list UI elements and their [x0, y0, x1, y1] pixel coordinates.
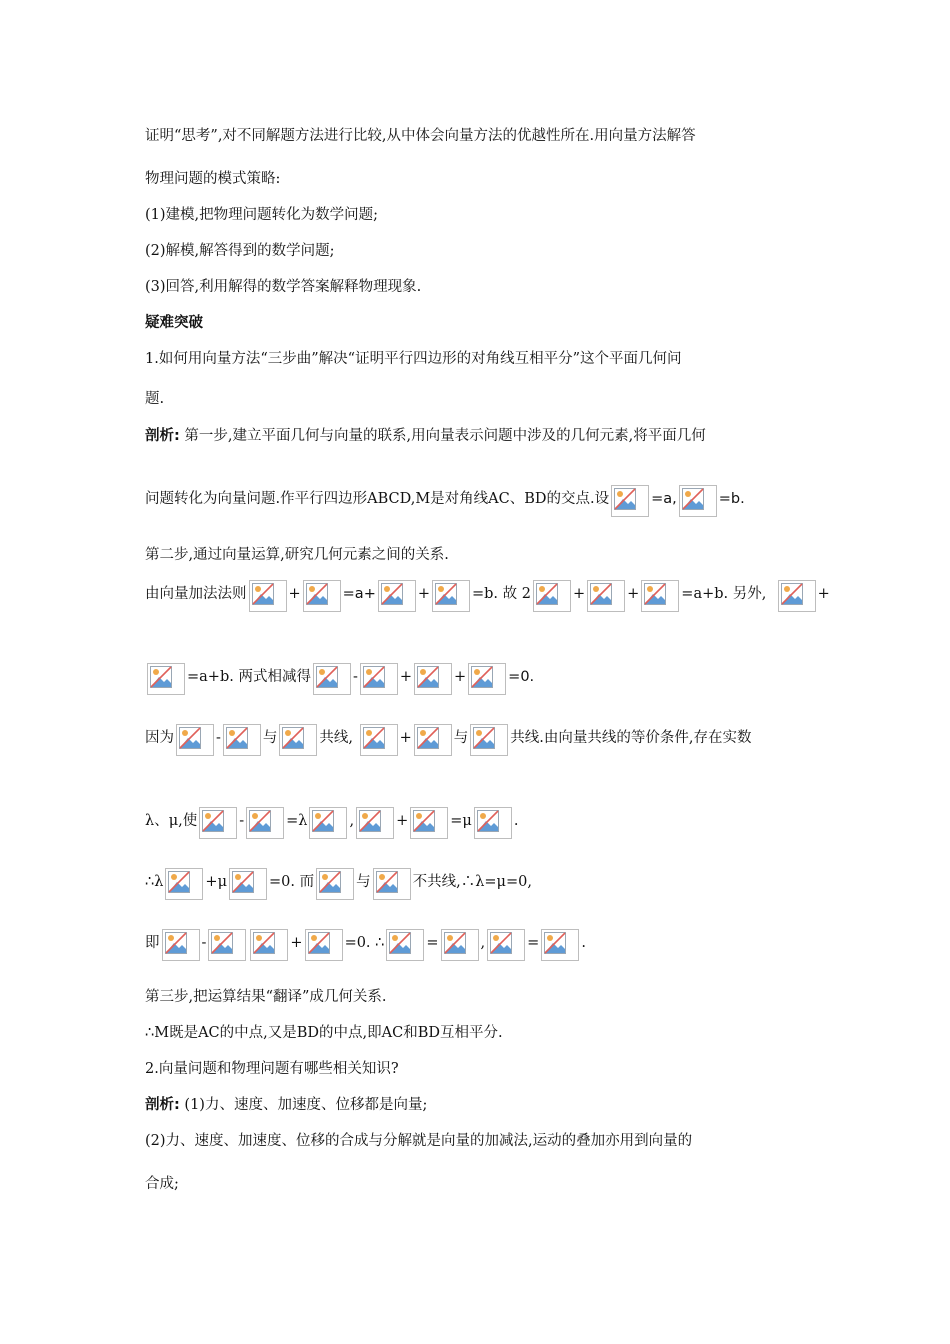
text-run: =a+b. 另外, [681, 586, 767, 602]
equation-line [145, 868, 532, 900]
broken-image-icon [249, 580, 287, 612]
broken-image-icon [165, 868, 203, 900]
text-run: + [290, 935, 303, 951]
broken-image-icon [246, 807, 284, 839]
text-run: = [527, 935, 540, 951]
text-run: - [201, 935, 207, 951]
text-run: 共线.由向量共线的等价条件,存在实数 [510, 730, 752, 746]
text-run: λ、μ,使 [145, 813, 198, 829]
text-run: 与 [262, 730, 278, 746]
broken-image-icon [162, 929, 200, 961]
list-item: (1)建模,把物理问题转化为数学问题; [145, 207, 379, 223]
text-run: 因为 [145, 730, 174, 746]
equation-line [145, 724, 752, 756]
question-1: 1.如何用向量方法“三步曲”解决“证明平行四边形的对角线互相平分”这个平面几何问 [145, 351, 682, 367]
broken-image-icon [176, 724, 214, 756]
analysis-line [145, 1095, 427, 1115]
text-run: - [216, 730, 221, 746]
broken-image-icon [778, 580, 816, 612]
text-run: + [627, 586, 640, 602]
text-run: + [817, 586, 830, 602]
step-2: 第二步,通过向量运算,研究几何元素之间的关系. [145, 547, 449, 563]
broken-image-icon [305, 929, 343, 961]
text-run: - [352, 669, 358, 685]
text-run: =a+ [342, 586, 376, 602]
analysis-label: 剖析: [145, 1097, 180, 1113]
paragraph-line: 证明“思考”,对不同解题方法进行比较,从中体会向量方法的优越性所在.用向量方法解答 [145, 128, 696, 144]
broken-image-icon [679, 485, 717, 517]
broken-image-icon [147, 663, 185, 695]
text-run: , [480, 935, 486, 951]
broken-image-icon [356, 807, 394, 839]
text-run: + [572, 586, 586, 602]
broken-image-icon [441, 929, 479, 961]
broken-image-icon [533, 580, 571, 612]
text-run: . [513, 813, 519, 829]
equation-line [145, 663, 534, 695]
text-run: 共线, [319, 730, 354, 746]
question-1-cont: 题. [145, 391, 165, 407]
broken-image-icon [414, 663, 452, 695]
broken-image-icon [229, 868, 267, 900]
broken-image-icon [360, 663, 398, 695]
step-3: 第三步,把运算结果“翻译”成几何关系. [145, 989, 387, 1005]
broken-image-icon [474, 807, 512, 839]
text-run: =0. 而 [269, 874, 315, 890]
broken-image-icon [223, 724, 261, 756]
broken-image-icon [208, 929, 246, 961]
text-run: , [349, 813, 355, 829]
analysis-line [145, 485, 745, 517]
text-run: = [426, 935, 439, 951]
broken-image-icon [641, 580, 679, 612]
text-run: =λ [286, 813, 308, 829]
text-run: 与 [356, 874, 371, 890]
broken-image-icon [487, 929, 525, 961]
text-run: 问题转化为向量问题.作平行四边形ABCD,M是对角线AC、BD的交点.设 [145, 491, 610, 507]
question-2: 2.向量问题和物理问题有哪些相关知识? [145, 1061, 399, 1077]
broken-image-icon [303, 580, 341, 612]
broken-image-icon [199, 807, 237, 839]
broken-image-icon [250, 929, 288, 961]
text-run: =a+b. 两式相减得 [187, 669, 311, 685]
broken-image-icon [470, 724, 508, 756]
text-run: =0. ∴ [344, 935, 385, 951]
broken-image-icon [373, 868, 411, 900]
text-run: 由向量加法法则 [145, 586, 247, 602]
text-run: ∴λ [145, 874, 164, 890]
analysis-label: 剖析: [145, 428, 180, 444]
text-run: + [399, 669, 413, 685]
text-run: 与 [453, 730, 469, 746]
broken-image-icon [386, 929, 424, 961]
broken-image-icon [378, 580, 416, 612]
broken-image-icon [432, 580, 470, 612]
text-run: =b. 故 2 [472, 586, 531, 602]
analysis-text: (1)力、速度、加速度、位移都是向量; [184, 1097, 428, 1113]
analysis-line [145, 426, 706, 446]
broken-image-icon [611, 485, 649, 517]
text-run: =μ [450, 813, 472, 829]
paragraph-line: 物理问题的模式策略: [145, 171, 281, 187]
text-run: + [288, 586, 301, 602]
text-run: + [417, 586, 430, 602]
text-run: +μ [205, 874, 227, 890]
text-run: =b. [718, 491, 745, 507]
broken-image-icon [313, 663, 351, 695]
broken-image-icon [279, 724, 317, 756]
broken-image-icon [541, 929, 579, 961]
text-run: 即 [145, 935, 160, 951]
text-run: + [454, 669, 467, 685]
broken-image-icon [309, 807, 347, 839]
list-item: (3)回答,利用解得的数学答案解释物理现象. [145, 279, 422, 295]
text-run: =0. [508, 669, 535, 685]
conclusion: ∴M既是AC的中点,又是BD的中点,即AC和BD互相平分. [145, 1025, 503, 1041]
text-run: + [396, 813, 409, 829]
text-run: + [399, 730, 412, 746]
broken-image-icon [468, 663, 506, 695]
analysis-line: 合成; [145, 1176, 179, 1192]
analysis-line: (2)力、速度、加速度、位移的合成与分解就是向量的加减法,运动的叠加亦用到向量的 [145, 1133, 693, 1149]
text-run: =a, [651, 491, 677, 507]
list-item: (2)解模,解答得到的数学问题; [145, 243, 335, 259]
text-run: . [581, 935, 586, 951]
broken-image-icon [414, 724, 452, 756]
broken-image-icon [587, 580, 625, 612]
equation-line [145, 929, 586, 961]
broken-image-icon [410, 807, 448, 839]
broken-image-icon [316, 868, 354, 900]
text-run: - [239, 813, 245, 829]
equation-line [145, 807, 518, 839]
section-heading: 疑难突破 [145, 315, 203, 331]
broken-image-icon [360, 724, 398, 756]
text-run: 不共线,∴λ=μ=0, [412, 874, 532, 890]
analysis-text: 第一步,建立平面几何与向量的联系,用向量表示问题中涉及的几何元素,将平面几何 [184, 428, 706, 444]
equation-line [145, 580, 830, 612]
